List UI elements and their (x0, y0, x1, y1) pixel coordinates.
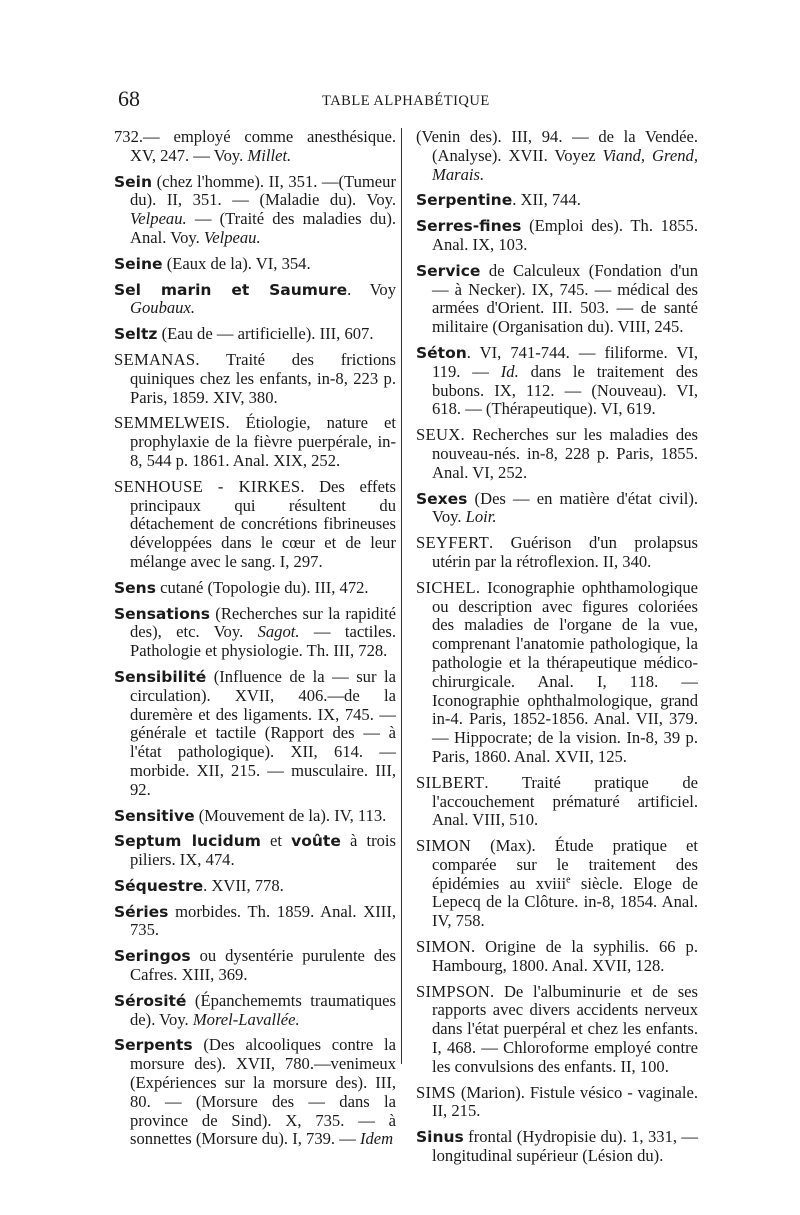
index-entry: Sel marin et Saumure. Voy Goubaux. (114, 279, 397, 318)
index-entry: (Venin des). III, 94. — de la Vendée. (Analyse). XVII. Voyez Viand, Grend, Marais. (416, 127, 698, 184)
entry-headword: Séquestre (114, 876, 204, 895)
entry-author: SIMON (416, 836, 471, 856)
index-entry: Sein (chez l'homme). II, 351. —(Tumeur du). II, 351. — (Maladie du). Voy. Velpeau. — (Traité des maladies du). Anal. Voy. Velpeau. (114, 171, 396, 247)
index-entry: Service de Calculeux (Fondation d'un — à Necker). IX, 745. — médical des armées d'Orient. III. 503. — de santé militaire (Organisation du). VIII, 245. (416, 260, 698, 337)
running-head: TABLE ALPHABÉTIQUE (322, 93, 490, 109)
index-entry: SEYFERT. Guérison d'un prolapsus utérin par la rétroflexion. II, 340. (416, 533, 698, 571)
entry-author: SILBERT (416, 772, 485, 792)
entry-headword: Séton (416, 343, 467, 362)
entry-headword: Septum lucidum (114, 832, 261, 851)
entry-headword: Sel marin et Saumure (114, 280, 348, 299)
column-divider (401, 128, 402, 1064)
entry-headword: Serpents (114, 1036, 193, 1055)
index-entry: Seltz (Eau de — artificielle). III, 607. (114, 324, 374, 344)
index-entry: SICHEL. Iconographie ophthamologique ou description avec figures coloriées des maladies de l'organe de la vue, comprenant l'anatomie pathologique, la pathologie et la thérapeutique médico-chirurgicale. Anal. I, 118. — Iconographie ophthalmologique, grand in-4. Paris, 1852-1856. Anal. VII, 379. — Hippocrate; de la vision. In-8, 39 p. Paris, 1860. Anal. XVII, 125. (416, 577, 698, 766)
entry-author: SIMPSON (416, 981, 491, 1001)
entry-headword: Service (416, 261, 481, 280)
index-entry: SEUX. Recherches sur les maladies des nouveau-nés. in-8, 228 p. Paris, 1855. Anal. VI, 252. (416, 425, 698, 482)
entry-headword: Sensitive (114, 806, 195, 825)
index-entry: 732.— employé comme anesthésique. XV, 247. — Voy. Millet. (114, 127, 396, 165)
index-entry: Sensations (Recherches sur la rapidité des), etc. Voy. Sagot. — tactiles. Pathologie et physiologie. Th. III, 728. (114, 603, 396, 661)
entry-author: SIMS (416, 1082, 456, 1102)
entry-headword: Seltz (114, 325, 158, 344)
index-entry: SIMON (Max). Étude pratique et comparée sur le traitement des épidémies au xviii$^e$ siècle. Eloge de Lepecq de la Clôture. in-8, 1854. Anal. IV, 758. (416, 836, 698, 931)
index-entry: Serpentine. XII, 744. (416, 190, 581, 210)
left-column (114, 128, 396, 1156)
index-entry: Sinus frontal (Hydropisie du). 1, 331, —longitudinal supérieur (Lésion du). (416, 1127, 698, 1166)
entry-headword: Sexes (416, 489, 468, 508)
index-entry: Serpents (Des alcooliques contre la morsure des). XVII, 780.—venimeux (Expériences sur la morsure des). III, 80. — (Morsure des — dans la province de Sind). X, 735. — à sonnettes (Morsure du). I, 739. — Idem (114, 1035, 396, 1149)
index-entry: Séquestre. XVII, 778. (114, 875, 284, 895)
index-entry: Septum lucidum et voûte à trois piliers. IX, 474. (114, 831, 396, 870)
entry-headword: Seine (114, 254, 163, 273)
entry-headword: Seringos (114, 947, 191, 966)
entry-author: SEYFERT (416, 533, 490, 553)
entry-author: SEMANAS (114, 349, 196, 369)
index-entry: Sensitive (Mouvement de la). IV, 113. (114, 805, 387, 825)
index-entry: Sensibilité (Influence de la — sur la circulation). XVII, 406.—de la duremère et des ligaments. IX, 745. — générale et tactile (Rapport des — à l'état pathologique). XII, 614. — morbide. XII, 215. — musculaire. III, 92. (114, 666, 396, 799)
entry-headword: Séries (114, 902, 169, 921)
entry-author: SIMON (416, 937, 471, 957)
entry-headword: Sens (114, 578, 156, 597)
index-entry: Seringos ou dysentérie purulente des Cafres. XIII, 369. (114, 946, 396, 985)
index-entry: SIMPSON. De l'albuminurie et de ses rapports avec divers accidents nerveux dans l'état puerpéral et chez les enfants. I, 468. — Chloroforme employé contre les convulsions des enfants. II, 100. (416, 981, 698, 1076)
entry-headword: Serres-fines (416, 217, 522, 236)
index-entry: Serres-fines (Emploi des). Th. 1855. Anal. IX, 103. (416, 216, 698, 254)
entry-headword: Sensibilité (114, 667, 207, 686)
entry-author: SEUX (416, 425, 461, 445)
index-entry: SIMS (Marion). Fistule vésico - vaginale. II, 215. (416, 1082, 698, 1121)
entry-author: SICHEL (416, 577, 476, 597)
index-entry: SILBERT. Traité pratique de l'accouchement prématuré artificiel. Anal. VIII, 510. (416, 772, 698, 830)
entry-headword: Sensations (114, 604, 211, 623)
index-entry: SEMMELWEIS. Étiologie, nature et prophylaxie de la fièvre puerpérale, in-8, 544 p. 1861. Anal. XIX, 252. (114, 413, 396, 470)
entry-headword: Sein (114, 172, 153, 191)
index-entry: Sérosité (Épanchememts traumatiques de). Voy. Morel-Lavallée. (114, 990, 396, 1029)
right-column (416, 128, 698, 1173)
index-entry: SENHOUSE - KIRKES. Des effets principaux qui résultent du détachement de concrétions fibrineuses développées dans le cœur et de leur mélange avec le sang. I, 297. (114, 476, 396, 571)
index-entry: Seine (Eaux de la). VI, 354. (114, 253, 311, 273)
page-number: 68 (118, 86, 140, 111)
entry-headword: Serpentine (416, 191, 513, 210)
entry-author: SEMMELWEIS (114, 413, 226, 433)
index-entry: SEMANAS. Traité des frictions quiniques chez les enfants, in-8, 223 p. Paris, 1859. XIV, 380. (114, 349, 396, 407)
index-entry: SIMON. Origine de la syphilis. 66 p. Hambourg, 1800. Anal. XVII, 128. (416, 937, 698, 975)
entry-headword: Sinus (416, 1128, 464, 1147)
index-entry: Séton. VI, 741-744. — filiforme. VI, 119. — Id. dans le traitement des bubons. IX, 112. — (Nouveau). VI, 618. — (Thérapeutique). VI, 619. (416, 342, 698, 419)
index-entry: Séries morbides. Th. 1859. Anal. XIII, 735. (114, 901, 396, 940)
index-entry: Sens cutané (Topologie du). III, 472. (114, 577, 369, 597)
entry-headword: Sérosité (114, 991, 187, 1010)
index-entry: Sexes (Des — en matière d'état civil). Voy. Loir. (416, 488, 698, 527)
entry-author: SENHOUSE - KIRKES (114, 476, 301, 496)
